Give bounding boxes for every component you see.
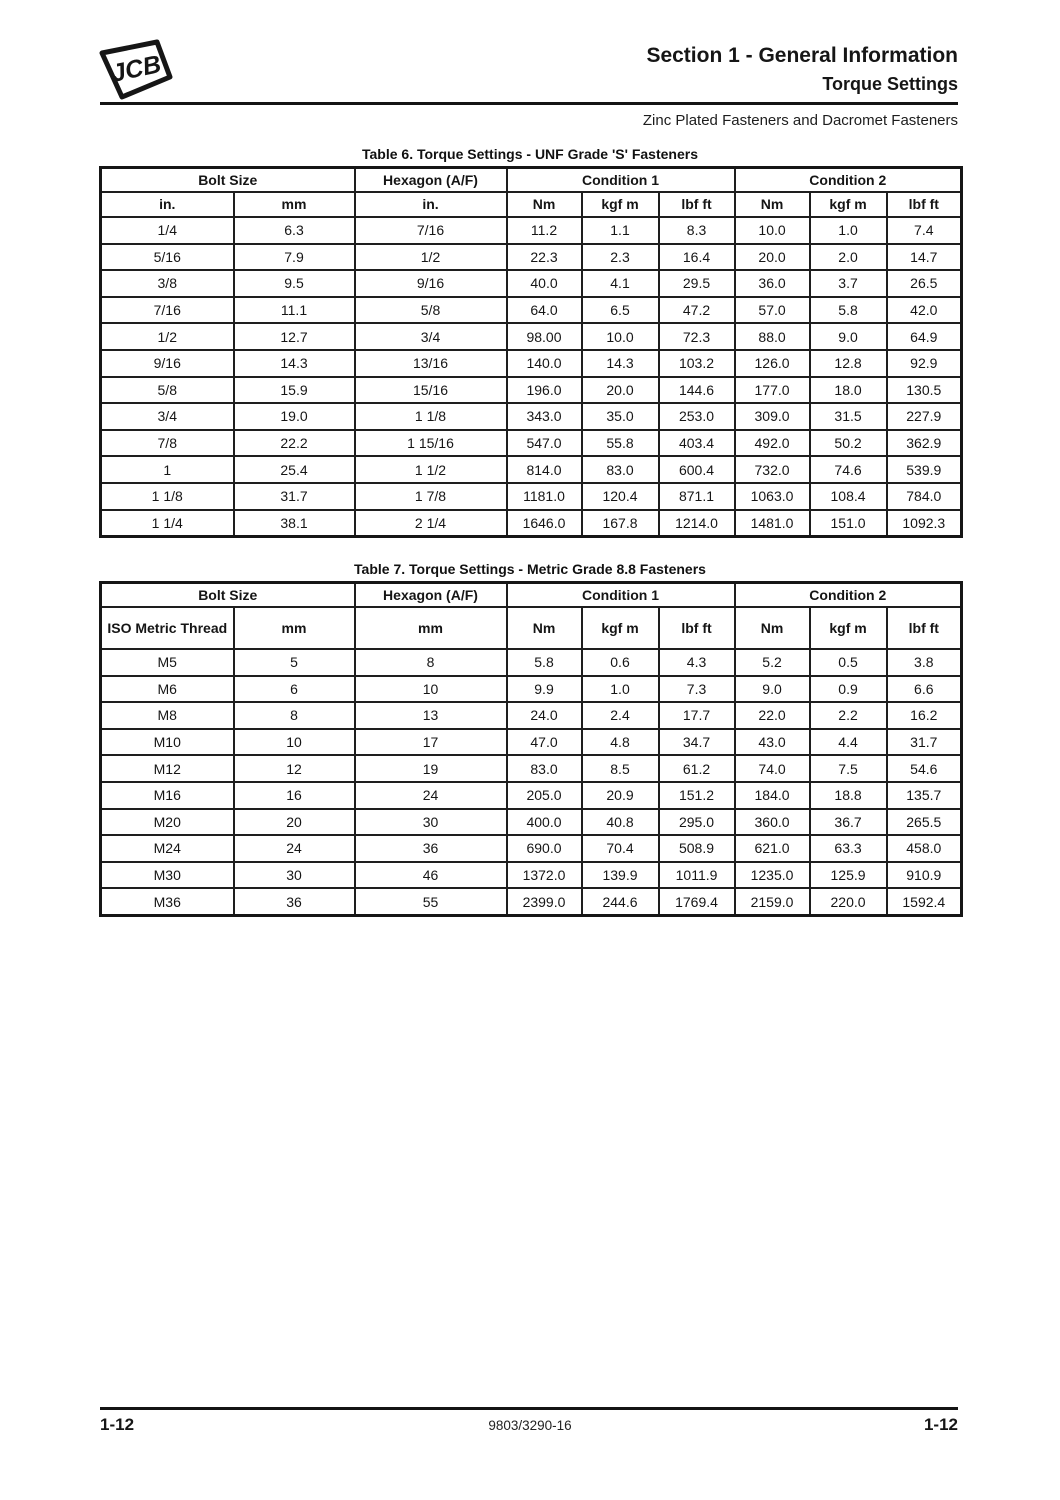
table-cell: 7/8 [101, 430, 234, 457]
column-header: mm [355, 607, 507, 649]
table-cell: 5/16 [101, 244, 234, 271]
table-cell: 13 [355, 702, 507, 729]
column-header: mm [234, 607, 355, 649]
table-row [101, 270, 962, 297]
table-cell: 61.2 [659, 755, 735, 782]
table-cell: 8.5 [582, 755, 659, 782]
table-cell: 36 [234, 888, 355, 915]
table-cell: 1011.9 [659, 862, 735, 889]
table-cell: 1181.0 [507, 483, 582, 510]
table-cell: 63.3 [810, 835, 887, 862]
table-cell: 5 [234, 649, 355, 676]
column-header: Nm [507, 192, 582, 217]
table-cell: M30 [101, 862, 234, 889]
table-cell: 7/16 [101, 297, 234, 324]
table-cell: 814.0 [507, 456, 582, 483]
table-cell: 1372.0 [507, 862, 582, 889]
table-row [101, 350, 962, 377]
table-cell: 492.0 [735, 430, 810, 457]
group-header-row [101, 168, 962, 193]
table-cell: 10 [234, 729, 355, 756]
table-cell: 18.0 [810, 377, 887, 404]
table-cell: 57.0 [735, 297, 810, 324]
category-heading: Zinc Plated Fasteners and Dacromet Fasteners [642, 112, 958, 129]
table-cell: 83.0 [507, 755, 582, 782]
table-cell: 54.6 [887, 755, 962, 782]
table-cell: 25.4 [234, 456, 355, 483]
column-group-header: Hexagon (A/F) [355, 583, 507, 608]
table-cell: 196.0 [507, 377, 582, 404]
column-group-header: Hexagon (A/F) [355, 168, 507, 193]
column-header: ISO Metric Thread [101, 607, 234, 649]
table-row [101, 702, 962, 729]
table-cell: 31.7 [887, 729, 962, 756]
column-group-header: Condition 1 [507, 168, 735, 193]
table-cell: 20.9 [582, 782, 659, 809]
column-header: mm [234, 192, 355, 217]
table-cell: 1235.0 [735, 862, 810, 889]
table-cell: 26.5 [887, 270, 962, 297]
table-cell: 2.3 [582, 244, 659, 271]
table-cell: 12.7 [234, 323, 355, 350]
table-cell: 24.0 [507, 702, 582, 729]
page-number-left: 1-12 [100, 1415, 135, 1434]
torque-table [99, 166, 963, 538]
table-cell: 400.0 [507, 809, 582, 836]
page-subtitle: Torque Settings [822, 74, 958, 94]
table-cell: 42.0 [887, 297, 962, 324]
table-cell: 1769.4 [659, 888, 735, 915]
table-cell: 1 15/16 [355, 430, 507, 457]
table-cell: 64.0 [507, 297, 582, 324]
table-cell: 1214.0 [659, 510, 735, 537]
column-header: in. [355, 192, 507, 217]
table-row [101, 649, 962, 676]
column-header: in. [101, 192, 234, 217]
table-cell: 40.0 [507, 270, 582, 297]
table-cell: 1646.0 [507, 510, 582, 537]
table-cell: M10 [101, 729, 234, 756]
table-cell: 1 1/4 [101, 510, 234, 537]
table-cell: 20.0 [735, 244, 810, 271]
table-cell: 8 [234, 702, 355, 729]
table-cell: 140.0 [507, 350, 582, 377]
table-cell: 9/16 [101, 350, 234, 377]
table-cell: 12 [234, 755, 355, 782]
table-cell: 43.0 [735, 729, 810, 756]
table-cell: 205.0 [507, 782, 582, 809]
table-cell: 36.7 [810, 809, 887, 836]
table7-section [99, 561, 961, 917]
footer-rule [100, 1407, 958, 1410]
table-cell: 10.0 [735, 217, 810, 244]
column-header: kgf m [810, 192, 887, 217]
table-cell: 1/2 [355, 244, 507, 271]
table-cell: 1 1/8 [355, 403, 507, 430]
table-cell: 14.3 [582, 350, 659, 377]
table-cell: 40.8 [582, 809, 659, 836]
table-cell: 2.4 [582, 702, 659, 729]
table-cell: 13/16 [355, 350, 507, 377]
table-cell: 31.5 [810, 403, 887, 430]
table-cell: 220.0 [810, 888, 887, 915]
table-cell: 1592.4 [887, 888, 962, 915]
table-row [101, 430, 962, 457]
table-cell: 6.3 [234, 217, 355, 244]
table-cell: 1 [101, 456, 234, 483]
table-cell: 10.0 [582, 323, 659, 350]
table7-mount [99, 581, 961, 917]
table-cell: 19 [355, 755, 507, 782]
table-cell: M6 [101, 676, 234, 703]
table-cell: 539.9 [887, 456, 962, 483]
table-cell: 1481.0 [735, 510, 810, 537]
table-cell: 5/8 [355, 297, 507, 324]
table6-section [99, 146, 961, 538]
table-cell: 167.8 [582, 510, 659, 537]
table-row [101, 862, 962, 889]
table-cell: 508.9 [659, 835, 735, 862]
table-row [101, 835, 962, 862]
table-cell: 36 [355, 835, 507, 862]
table-cell: 621.0 [735, 835, 810, 862]
table-cell: 72.3 [659, 323, 735, 350]
table-cell: 30 [234, 862, 355, 889]
column-header-row [101, 192, 962, 217]
table-cell: 547.0 [507, 430, 582, 457]
table-cell: 910.9 [887, 862, 962, 889]
table-cell: 8.3 [659, 217, 735, 244]
table-cell: 151.0 [810, 510, 887, 537]
column-header: Nm [507, 607, 582, 649]
table-cell: 6.6 [887, 676, 962, 703]
table-cell: 7.9 [234, 244, 355, 271]
table-cell: 55 [355, 888, 507, 915]
table-cell: 6 [234, 676, 355, 703]
table-cell: M20 [101, 809, 234, 836]
table-cell: 144.6 [659, 377, 735, 404]
column-header: lbf ft [887, 607, 962, 649]
table-row [101, 809, 962, 836]
table-cell: 600.4 [659, 456, 735, 483]
table-cell: 38.1 [234, 510, 355, 537]
column-header: Nm [735, 607, 810, 649]
table-cell: M16 [101, 782, 234, 809]
table-cell: 0.5 [810, 649, 887, 676]
document-number: 9803/3290-16 [488, 1418, 572, 1433]
table-cell: M8 [101, 702, 234, 729]
table-cell: 22.0 [735, 702, 810, 729]
table-cell: 9.0 [735, 676, 810, 703]
table-cell: 24 [355, 782, 507, 809]
table-cell: 24 [234, 835, 355, 862]
table-cell: 47.0 [507, 729, 582, 756]
table-cell: 103.2 [659, 350, 735, 377]
table-cell: 1/4 [101, 217, 234, 244]
table-row [101, 483, 962, 510]
table-row [101, 676, 962, 703]
page-number-right: 1-12 [923, 1415, 958, 1434]
table-row [101, 782, 962, 809]
column-header: lbf ft [659, 607, 735, 649]
table-cell: 4.1 [582, 270, 659, 297]
table-cell: 784.0 [887, 483, 962, 510]
group-header-row [101, 583, 962, 608]
table-cell: 120.4 [582, 483, 659, 510]
table-cell: 16 [234, 782, 355, 809]
table-cell: 7/16 [355, 217, 507, 244]
column-header: lbf ft [887, 192, 962, 217]
table-cell: 295.0 [659, 809, 735, 836]
column-header: lbf ft [659, 192, 735, 217]
table-cell: 3.8 [887, 649, 962, 676]
table-cell: 125.9 [810, 862, 887, 889]
table-cell: 5.2 [735, 649, 810, 676]
table-cell: 184.0 [735, 782, 810, 809]
table-cell: 4.4 [810, 729, 887, 756]
column-group-header: Bolt Size [101, 168, 355, 193]
table-cell: 11.2 [507, 217, 582, 244]
table-row [101, 888, 962, 915]
table-row [101, 217, 962, 244]
table-row [101, 297, 962, 324]
table-row [101, 403, 962, 430]
table-cell: 0.6 [582, 649, 659, 676]
column-group-header: Bolt Size [101, 583, 355, 608]
table-cell: 30 [355, 809, 507, 836]
table-cell: 151.2 [659, 782, 735, 809]
table-cell: 7.5 [810, 755, 887, 782]
torque-table [99, 581, 963, 917]
table-cell: 15.9 [234, 377, 355, 404]
table-row [101, 377, 962, 404]
table-cell: 5/8 [101, 377, 234, 404]
jcb-logo-text: JCB [108, 50, 164, 88]
table-cell: 9.0 [810, 323, 887, 350]
jcb-logo [98, 38, 176, 102]
table-cell: 31.7 [234, 483, 355, 510]
table-cell: 1/2 [101, 323, 234, 350]
table6-mount [99, 166, 961, 538]
table-cell: 46 [355, 862, 507, 889]
table-cell: 244.6 [582, 888, 659, 915]
table-cell: 9.9 [507, 676, 582, 703]
table-cell: 7.3 [659, 676, 735, 703]
table-cell: 74.6 [810, 456, 887, 483]
table-cell: 12.8 [810, 350, 887, 377]
table-cell: 6.5 [582, 297, 659, 324]
table-cell: 1.1 [582, 217, 659, 244]
table-cell: 265.5 [887, 809, 962, 836]
table-cell: 130.5 [887, 377, 962, 404]
table-cell: 4.3 [659, 649, 735, 676]
table-cell: 74.0 [735, 755, 810, 782]
column-group-header: Condition 2 [735, 583, 962, 608]
table-row [101, 323, 962, 350]
table-cell: 1.0 [810, 217, 887, 244]
column-group-header: Condition 2 [735, 168, 962, 193]
table-cell: 22.3 [507, 244, 582, 271]
column-group-header: Condition 1 [507, 583, 735, 608]
table-cell: 1 1/2 [355, 456, 507, 483]
table-cell: 10 [355, 676, 507, 703]
table-cell: M36 [101, 888, 234, 915]
table-cell: 3/8 [101, 270, 234, 297]
table-cell: 362.9 [887, 430, 962, 457]
table-row [101, 729, 962, 756]
table-row [101, 244, 962, 271]
table-cell: 871.1 [659, 483, 735, 510]
column-header: kgf m [582, 607, 659, 649]
table-cell: 458.0 [887, 835, 962, 862]
table-cell: 139.9 [582, 862, 659, 889]
table-cell: M24 [101, 835, 234, 862]
table-cell: 5.8 [810, 297, 887, 324]
table-cell: 690.0 [507, 835, 582, 862]
table-cell: 2.0 [810, 244, 887, 271]
table-cell: 403.4 [659, 430, 735, 457]
table-cell: 14.7 [887, 244, 962, 271]
table-cell: 64.9 [887, 323, 962, 350]
column-header: kgf m [810, 607, 887, 649]
table-cell: 11.1 [234, 297, 355, 324]
table-cell: 18.8 [810, 782, 887, 809]
table-cell: 17.7 [659, 702, 735, 729]
table-cell: 70.4 [582, 835, 659, 862]
table-cell: 177.0 [735, 377, 810, 404]
table-cell: 47.2 [659, 297, 735, 324]
table-cell: 29.5 [659, 270, 735, 297]
table-cell: 50.2 [810, 430, 887, 457]
table-cell: 20.0 [582, 377, 659, 404]
table-cell: 343.0 [507, 403, 582, 430]
column-header: Nm [735, 192, 810, 217]
table-cell: 2399.0 [507, 888, 582, 915]
table-row [101, 456, 962, 483]
table-cell: M12 [101, 755, 234, 782]
table-cell: 2159.0 [735, 888, 810, 915]
table-cell: 309.0 [735, 403, 810, 430]
table-cell: 19.0 [234, 403, 355, 430]
table-cell: 35.0 [582, 403, 659, 430]
table-cell: 92.9 [887, 350, 962, 377]
table-cell: 3/4 [101, 403, 234, 430]
table-cell: M5 [101, 649, 234, 676]
table-cell: 2.2 [810, 702, 887, 729]
table-row [101, 755, 962, 782]
table-cell: 1 1/8 [101, 483, 234, 510]
table-cell: 0.9 [810, 676, 887, 703]
table-cell: 88.0 [735, 323, 810, 350]
table-cell: 2 1/4 [355, 510, 507, 537]
table-cell: 9/16 [355, 270, 507, 297]
column-header-row [101, 607, 962, 649]
table-cell: 5.8 [507, 649, 582, 676]
table-cell: 3.7 [810, 270, 887, 297]
table-cell: 1 7/8 [355, 483, 507, 510]
table-cell: 8 [355, 649, 507, 676]
table-cell: 15/16 [355, 377, 507, 404]
table-cell: 36.0 [735, 270, 810, 297]
table-cell: 1092.3 [887, 510, 962, 537]
table6-title: Table 6. Torque Settings - UNF Grade 'S' Fasteners [362, 146, 698, 162]
header-rule [100, 102, 958, 105]
table-cell: 22.2 [234, 430, 355, 457]
table-cell: 16.4 [659, 244, 735, 271]
table-cell: 7.4 [887, 217, 962, 244]
table-cell: 126.0 [735, 350, 810, 377]
table-row [101, 510, 962, 537]
table-cell: 16.2 [887, 702, 962, 729]
table-cell: 83.0 [582, 456, 659, 483]
table-cell: 1063.0 [735, 483, 810, 510]
table-cell: 3/4 [355, 323, 507, 350]
table-cell: 253.0 [659, 403, 735, 430]
table-cell: 227.9 [887, 403, 962, 430]
table-cell: 34.7 [659, 729, 735, 756]
table-cell: 732.0 [735, 456, 810, 483]
table-cell: 1.0 [582, 676, 659, 703]
column-header: kgf m [582, 192, 659, 217]
table-cell: 9.5 [234, 270, 355, 297]
table-cell: 20 [234, 809, 355, 836]
table-cell: 14.3 [234, 350, 355, 377]
section-title: Section 1 - General Information [646, 44, 958, 67]
table-cell: 17 [355, 729, 507, 756]
table-cell: 98.00 [507, 323, 582, 350]
table-cell: 55.8 [582, 430, 659, 457]
table-cell: 360.0 [735, 809, 810, 836]
table-cell: 135.7 [887, 782, 962, 809]
table7-title: Table 7. Torque Settings - Metric Grade 8.8 Fasteners [354, 561, 706, 577]
table-cell: 108.4 [810, 483, 887, 510]
table-cell: 4.8 [582, 729, 659, 756]
